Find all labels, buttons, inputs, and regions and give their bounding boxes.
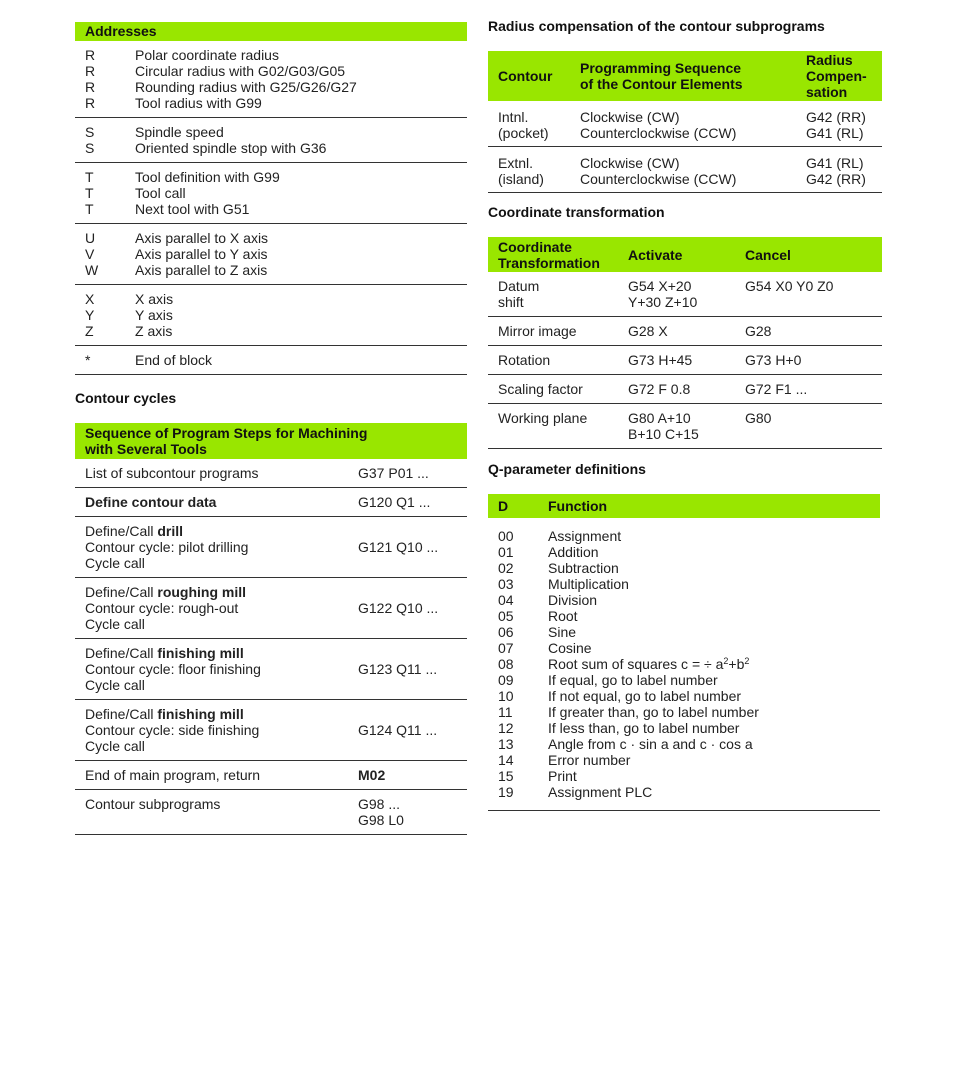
coord-transformation [488,381,628,397]
coord-transform-line1: Rotation [498,352,551,368]
contour-cycles-heading: Contour cycles [75,390,177,406]
address-letter: W [85,262,99,278]
rc-contour-line1: Intnl. [498,109,529,125]
contour-cycle-row [75,578,467,639]
contour-code-line1: M02 [358,767,386,783]
coord-h3: Cancel [745,246,791,263]
qparam-function: Division [548,592,598,608]
qparam-table [488,494,880,811]
contour-step [75,796,358,828]
coord-activate-line1: G72 F 0.8 [628,381,691,397]
contour-step [75,706,358,754]
coord-col-activate [628,247,745,263]
rc-col-sequence [580,60,806,92]
address-group [75,346,467,375]
contour-code-line1: G98 ... [358,796,401,812]
qparam-row [488,528,880,544]
rc-h2a: Programming Sequence [580,60,742,76]
coord-h2: Activate [628,246,683,263]
contour-step-text: Define/Call [85,523,158,539]
contour-cycle-row [75,790,467,835]
address-description: Z axis [135,323,173,339]
contour-cycle-row [75,761,467,790]
qparam-row [488,640,880,656]
contour-step-line1 [85,767,358,783]
address-description: Circular radius with G02/G03/G05 [135,63,346,79]
qparam-row [488,672,880,688]
qparam-code: 04 [498,592,514,608]
contour-cycle-row [75,488,467,517]
contour-step-line2: Contour cycle: pilot drilling [85,539,249,555]
qparam-root-mid: +b [728,656,745,672]
rc-contour-line1: Extnl. [498,155,534,171]
rc-h3c: sation [806,84,848,100]
qparam-row [488,576,880,592]
qparam-heading: Q-parameter definitions [488,461,646,477]
coord-cancel-line1: G73 H+0 [745,352,802,368]
contour-step [75,645,358,693]
contour-step-line3: Cycle call [85,616,145,632]
contour-code-line1: G122 Q10 ... [358,600,439,616]
contour-code [358,767,385,783]
contour-header-line1: Sequence of Program Steps for Machining [85,425,368,441]
contour-step-line1 [85,584,358,600]
qparam-function: Assignment PLC [548,784,653,800]
address-letter: T [85,169,94,185]
coord-transformation [488,323,628,339]
contour-code-line1: G120 Q1 ... [358,494,431,510]
address-row [75,140,467,156]
coord-table [488,237,882,449]
qparam-code: 10 [498,688,514,704]
coord-col-cancel [745,247,875,263]
rc-col-radius [806,52,882,100]
qparam-function: If greater than, go to label number [548,704,759,720]
contour-step-line3: Cycle call [85,738,145,754]
coord-transform-line2: shift [498,294,524,310]
rc-sequence [580,155,806,187]
coord-col-transform [488,239,628,271]
contour-step [75,523,358,571]
contour-step-line1 [85,796,358,812]
qparam-row [488,784,880,800]
qparam-function: If not equal, go to label number [548,688,742,704]
address-row [75,47,467,63]
contour-step-line2: Contour cycle: rough-out [85,600,239,616]
radius-comp-table [488,51,882,193]
address-group [75,41,467,118]
address-row [75,124,467,140]
rc-h3b: Compen- [806,68,867,84]
contour-code [358,645,437,693]
coord-rows [488,272,882,449]
qparam-code: 02 [498,560,514,576]
coord-heading: Coordinate transformation [488,204,665,220]
coord-cancel-line1: G72 F1 ... [745,381,808,397]
qparam-row [488,704,880,720]
rc-sequence-line1: Clockwise (CW) [580,155,680,171]
qparam-code: 14 [498,752,514,768]
qparam-function: If less than, go to label number [548,720,740,736]
address-description: Axis parallel to Y axis [135,246,268,262]
coord-h1b: Transformation [498,254,600,271]
qparam-root-sup1: 2 [723,656,729,666]
contour-step-text: End of main program, return [85,767,261,783]
rc-sequence-line2: Counterclockwise (CCW) [580,125,737,141]
qparam-function [548,656,749,672]
coord-activate [628,381,745,397]
radius-comp-row [488,101,882,147]
address-letter: T [85,201,94,217]
rc-contour [488,109,580,141]
contour-code [358,796,404,828]
qparam-row [488,560,880,576]
qparam-row [488,768,880,784]
address-description: Tool definition with G99 [135,169,280,185]
qparam-row [488,720,880,736]
coord-activate [628,323,745,339]
qparam-code: 13 [498,736,514,752]
qparam-function: Angle from c · sin a and c · cos a [548,736,753,752]
coord-activate-line2: Y+30 Z+10 [628,294,698,310]
rc-comp-line2: G42 (RR) [806,171,866,187]
contour-step-tool: finishing mill [157,645,244,661]
address-row [75,63,467,79]
contour-step-line3: Cycle call [85,555,145,571]
rc-sequence [580,109,806,141]
qparam-function: Multiplication [548,576,629,592]
contour-step-line2: Contour cycle: side finishing [85,722,260,738]
qparam-root-sup2: 2 [744,656,750,666]
contour-step-line1 [85,465,358,481]
addresses-title: Addresses [85,23,157,39]
contour-step [75,767,358,783]
radius-comp-heading: Radius compensation of the contour subprograms [488,18,825,34]
coord-cancel-line1: G28 [745,323,772,339]
address-group [75,163,467,224]
contour-step-text: Define/Call [85,706,158,722]
address-description: Axis parallel to X axis [135,230,269,246]
address-description: Polar coordinate radius [135,47,279,63]
contour-step-line1 [85,523,358,539]
address-letter: R [85,95,96,111]
contour-cycles-rows [75,459,467,835]
address-description: Tool radius with G99 [135,95,262,111]
qparam-code: 05 [498,608,514,624]
rc-compensation [806,109,866,141]
address-row [75,323,467,339]
contour-step-line1 [85,645,358,661]
address-letter: R [85,79,96,95]
address-row [75,185,467,201]
coord-row [488,272,882,317]
contour-cycle-row [75,517,467,578]
contour-cycle-row [75,459,467,488]
address-description: Spindle speed [135,124,224,140]
coord-row [488,317,882,346]
address-letter: S [85,140,95,156]
address-row [75,246,467,262]
contour-code [358,494,430,510]
address-row [75,79,467,95]
radius-comp-rows [488,101,882,193]
coord-transform-line1: Mirror image [498,323,577,339]
coord-h1a: Coordinate [498,238,572,255]
address-letter: S [85,124,95,140]
qparam-function: Error number [548,752,631,768]
radius-comp-header [488,51,882,101]
qparam-row [488,656,880,672]
address-group [75,118,467,163]
contour-step-text: Contour subprograms [85,796,221,812]
qparam-function: If equal, go to label number [548,672,718,688]
qp-col-function [548,498,607,514]
coord-transform-line1: Scaling factor [498,381,583,397]
contour-code-line1: G124 Q11 ... [358,722,438,738]
rc-sequence-line2: Counterclockwise (CCW) [580,171,737,187]
coord-activate-line1: G54 X+20 [628,278,692,294]
contour-step-line1 [85,706,358,722]
qparam-row [488,624,880,640]
contour-step-text: Define/Call [85,645,158,661]
contour-step-text: List of subcontour programs [85,465,259,481]
contour-step [75,494,358,510]
contour-step [75,465,358,481]
rc-h1: Contour [498,68,553,84]
qparam-code: 07 [498,640,514,656]
contour-cycle-row [75,700,467,761]
addresses-groups [75,41,467,375]
contour-cycle-row [75,639,467,700]
addresses-header [75,22,467,41]
address-description: Rounding radius with G25/G26/G27 [135,79,357,95]
contour-code-line1: G37 P01 ... [358,465,429,481]
qparam-root-text: Root sum of squares c = ÷ a [548,656,724,672]
rc-sequence-line1: Clockwise (CW) [580,109,680,125]
qparam-code: 09 [498,672,514,688]
coord-cancel [745,381,807,397]
qp-col-d [488,498,548,514]
qparam-code: 03 [498,576,514,592]
addresses-table [75,22,467,375]
contour-step-tool: drill [157,523,184,539]
address-row [75,95,467,111]
rc-comp-line1: G42 (RR) [806,109,866,125]
contour-step-tool: finishing mill [157,706,244,722]
contour-cycles-header [75,423,467,459]
rc-h2b: of the Contour Elements [580,76,743,92]
address-description: X axis [135,291,174,307]
address-letter: X [85,291,95,307]
qparam-code: 00 [498,528,514,544]
rc-contour-line2: (island) [498,171,544,187]
contour-step-line3: Cycle call [85,677,145,693]
qparam-header [488,494,880,518]
qparam-row [488,752,880,768]
address-row [75,352,467,368]
qparam-code: 11 [498,704,513,720]
contour-code-line2: G98 L0 [358,812,404,828]
qparam-function: Cosine [548,640,592,656]
contour-step-line2: Contour cycle: floor finishing [85,661,261,677]
coord-activate-line1: G80 A+10 [628,410,691,426]
address-group [75,224,467,285]
address-description: Y axis [135,307,173,323]
coord-transformation [488,352,628,368]
address-row [75,230,467,246]
rc-comp-line1: G41 (RL) [806,155,864,171]
coord-cancel [745,352,801,368]
qparam-row [488,688,880,704]
coord-row [488,404,882,449]
coord-cancel-line1: G54 X0 Y0 Z0 [745,278,834,294]
coord-activate [628,352,745,368]
qparam-row [488,544,880,560]
contour-code [358,706,437,754]
coord-transformation [488,410,628,442]
rc-contour-line2: (pocket) [498,125,549,141]
coord-activate-line1: G73 H+45 [628,352,693,368]
contour-cycles-table [75,423,467,835]
address-letter: R [85,47,96,63]
rc-h3a: Radius [806,52,853,68]
coord-activate-line2: B+10 C+15 [628,426,699,442]
contour-step [75,584,358,632]
address-group [75,285,467,346]
coord-cancel [745,410,771,442]
qparam-function: Assignment [548,528,622,544]
address-letter: Z [85,323,94,339]
contour-step-text: Define contour data [85,494,217,510]
contour-step-text: Define/Call [85,584,158,600]
coord-cancel-line1: G80 [745,410,772,426]
qparam-function: Root [548,608,578,624]
address-letter: * [85,352,91,368]
coord-header [488,237,882,272]
address-row [75,169,467,185]
qparam-code: 06 [498,624,514,640]
address-letter: T [85,185,94,201]
address-letter: Y [85,307,95,323]
rc-compensation [806,155,866,187]
address-row [75,262,467,278]
coord-cancel [745,323,771,339]
qparam-code: 08 [498,656,514,672]
address-row [75,291,467,307]
address-description: Next tool with G51 [135,201,250,217]
contour-code [358,465,429,481]
coord-cancel [745,278,833,310]
address-letter: R [85,63,96,79]
coord-transformation [488,278,628,310]
contour-code [358,584,438,632]
rc-contour [488,155,580,187]
rc-col-contour [488,68,580,84]
coord-row [488,346,882,375]
qparam-rows [488,518,880,811]
contour-step-line1 [85,494,358,510]
coord-transform-line1: Working plane [498,410,588,426]
coord-transform-line1: Datum [498,278,540,294]
qparam-function: Sine [548,624,577,640]
address-description: Axis parallel to Z axis [135,262,268,278]
qparam-code: 01 [498,544,514,560]
address-description: Oriented spindle stop with G36 [135,140,327,156]
contour-code [358,523,438,571]
qparam-code: 19 [498,784,514,800]
contour-step-tool: roughing mill [157,584,247,600]
address-description: End of block [135,352,213,368]
address-letter: V [85,246,95,262]
radius-comp-row [488,147,882,193]
qparam-function: Addition [548,544,599,560]
qparam-code: 15 [498,768,514,784]
address-description: Tool call [135,185,186,201]
rc-comp-line2: G41 (RL) [806,125,864,141]
address-row [75,201,467,217]
qp-h1: D [498,498,509,514]
address-letter: U [85,230,96,246]
coord-activate-line1: G28 X [628,323,668,339]
address-row [75,307,467,323]
qparam-row [488,592,880,608]
coord-activate [628,410,745,442]
qparam-function: Subtraction [548,560,619,576]
contour-header-line2: with Several Tools [85,441,207,457]
coord-activate [628,278,745,310]
qparam-function: Print [548,768,577,784]
qparam-code: 12 [498,720,514,736]
qp-h2: Function [548,498,608,514]
coord-row [488,375,882,404]
qparam-row [488,736,880,752]
contour-code-line1: G123 Q11 ... [358,661,438,677]
qparam-row [488,608,880,624]
contour-code-line1: G121 Q10 ... [358,539,439,555]
